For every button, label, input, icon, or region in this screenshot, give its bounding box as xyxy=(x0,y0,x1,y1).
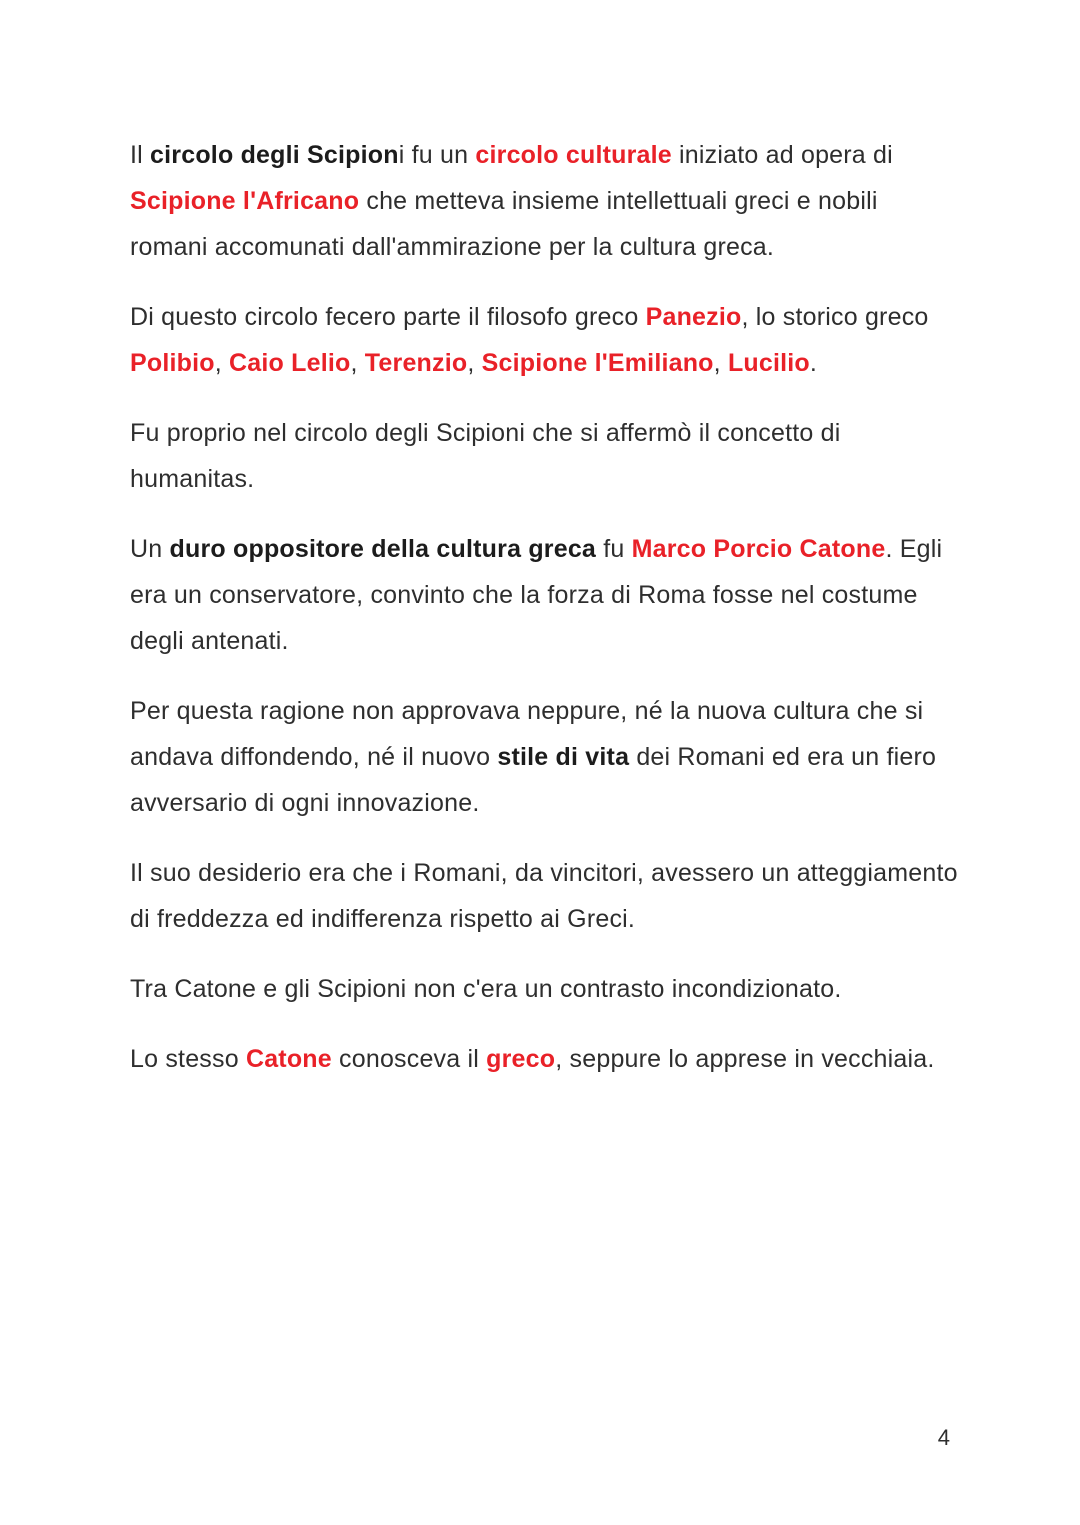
text-run: , xyxy=(467,349,482,377)
text-run: , lo storico greco xyxy=(741,303,929,331)
highlight-term: Scipione l'Africano xyxy=(130,187,360,215)
text-run: Fu proprio nel circolo degli Scipioni che si affermò il concetto di humanitas. xyxy=(130,419,841,493)
paragraph xyxy=(130,850,962,942)
highlight-term: Polibio xyxy=(130,349,215,377)
text-run: iniziato ad opera di xyxy=(671,141,893,169)
text-run: , seppure lo apprese in vecchiaia. xyxy=(555,1045,935,1073)
paragraph xyxy=(130,966,962,1012)
text-run: i fu un xyxy=(398,141,476,169)
highlight-term: Lucilio xyxy=(727,349,810,377)
text-run: Lo stesso xyxy=(130,1045,246,1073)
emphasis-text: circolo degli Scipion xyxy=(150,141,399,169)
text-run: Un xyxy=(130,535,170,563)
paragraph xyxy=(130,688,962,826)
highlight-term: Terenzio xyxy=(364,349,468,377)
document-content xyxy=(130,132,962,1106)
emphasis-text: stile di vita xyxy=(497,743,630,771)
text-run: , xyxy=(214,349,230,377)
paragraph xyxy=(130,526,962,664)
text-run: conosceva il xyxy=(331,1045,487,1073)
paragraph xyxy=(130,1036,962,1082)
highlight-term: Marco Porcio Catone xyxy=(631,535,886,563)
text-run: , xyxy=(350,349,365,377)
text-run: . Egli era un conservatore, convinto che la forza di Roma fosse nel costume degli antenati. xyxy=(130,535,943,655)
paragraph xyxy=(130,410,962,502)
text-run: Di questo circolo fecero parte il filosofo greco xyxy=(130,303,646,331)
text-run: Il suo desiderio era che i Romani, da vincitori, avessero un atteggiamento di freddezza ed indifferenza rispetto ai Greci. xyxy=(130,859,958,933)
text-run: Per questa ragione non approvava neppure, né la nuova cultura che si andava diffondendo, né il nuovo xyxy=(130,697,924,771)
text-run: che metteva insieme intellettuali greci e nobili romani accomunati dall'ammirazione per la cultura greca. xyxy=(130,187,878,261)
text-run: Tra Catone e gli Scipioni non c'era un contrasto incondizionato. xyxy=(130,975,842,1003)
highlight-term: circolo culturale xyxy=(475,141,672,169)
highlight-term: Catone xyxy=(245,1045,332,1073)
page-number: 4 xyxy=(937,1425,950,1450)
highlight-term: Caio Lelio xyxy=(229,349,351,377)
highlight-term: Panezio xyxy=(645,303,742,331)
text-run: dei Romani ed era un fiero avversario di ogni innovazione. xyxy=(130,743,937,817)
text-run: , xyxy=(713,349,728,377)
highlight-term: Scipione l'Emiliano xyxy=(481,349,714,377)
text-run: fu xyxy=(596,535,632,563)
text-run: . xyxy=(809,349,818,377)
text-run: Il xyxy=(130,141,151,169)
highlight-term: greco xyxy=(486,1045,556,1073)
paragraph xyxy=(130,132,962,270)
emphasis-text: duro oppositore della cultura greca xyxy=(169,535,597,563)
paragraph xyxy=(130,294,962,386)
